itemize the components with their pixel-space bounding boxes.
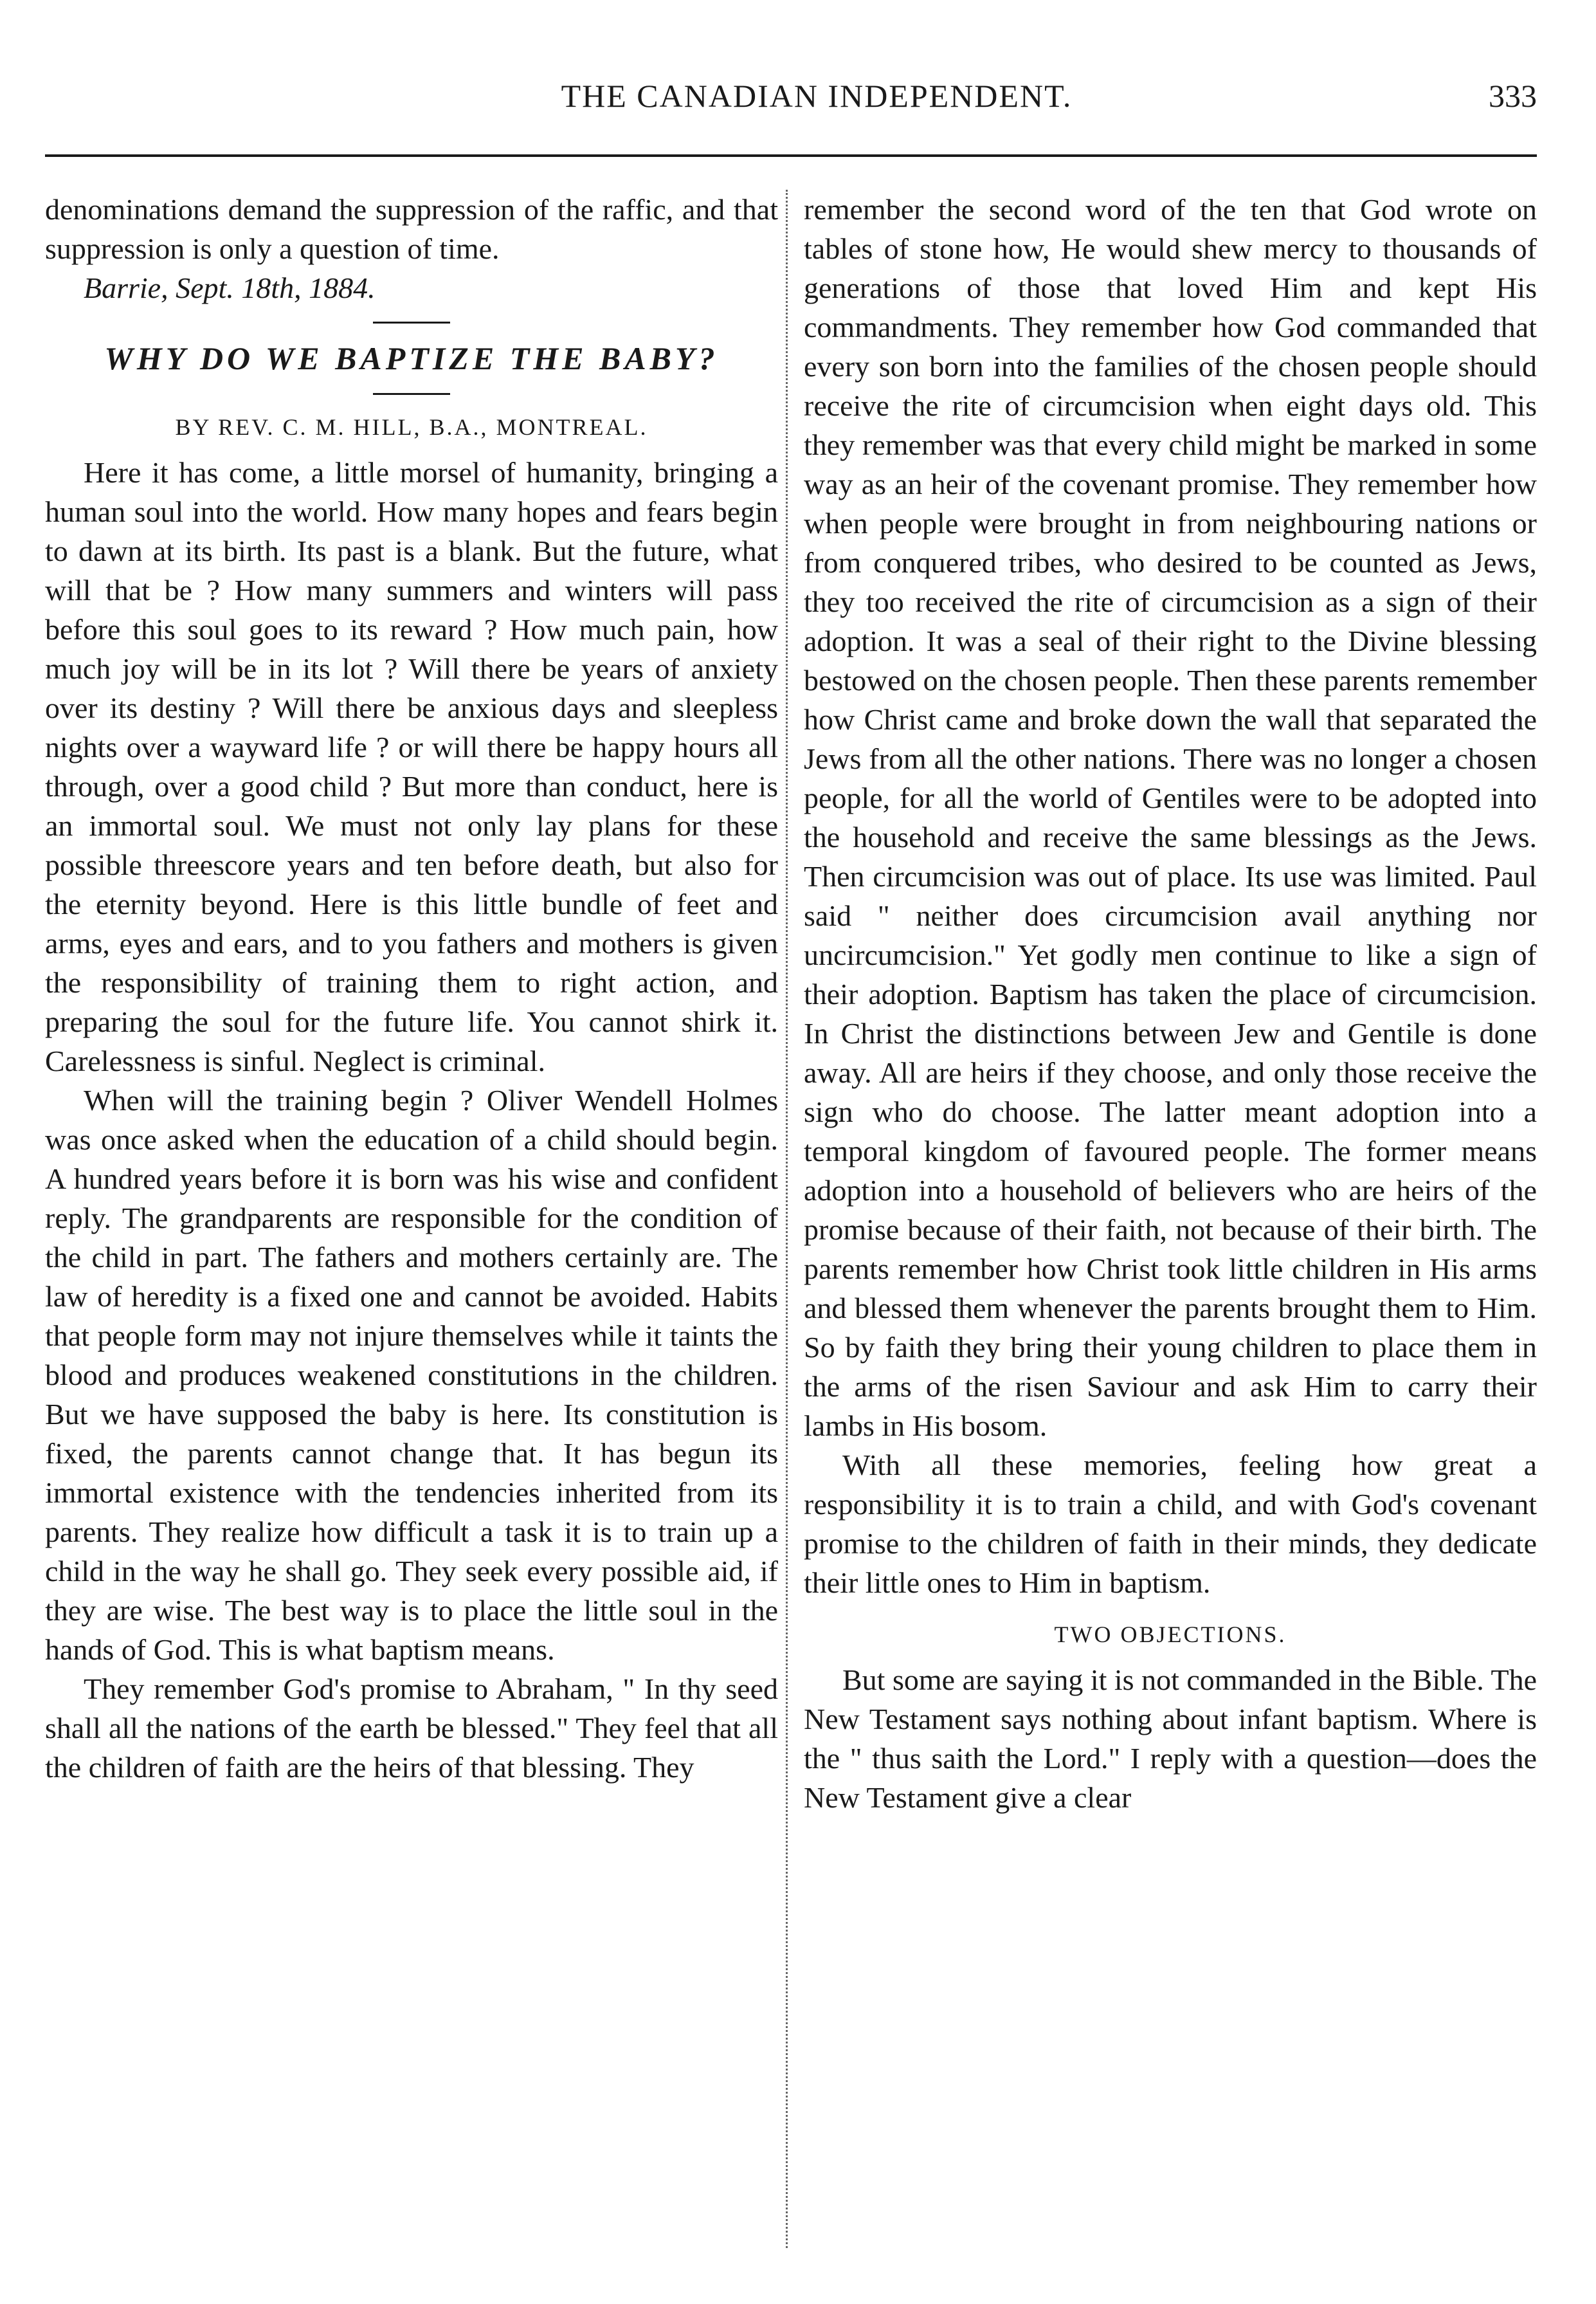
article-title: WHY DO WE BAPTIZE THE BABY? <box>104 340 719 376</box>
page-header <box>45 77 1537 135</box>
column-divider <box>786 190 788 2248</box>
page-number: 333 <box>1489 78 1537 114</box>
byline: BY REV. C. M. HILL, B.A., MONTREAL. <box>175 414 648 440</box>
section-subheading: TWO OBJECTIONS. <box>1054 1622 1287 1647</box>
article-paragraph: With all these memories, feeling how great a responsibility it is to train a child, and with God's covenant promise to the children of faith in their minds, they dedicate their little ones to Him in baptism. <box>804 1449 1537 1599</box>
left-column <box>45 190 778 2258</box>
running-title: THE CANADIAN INDEPENDENT. <box>561 78 1073 114</box>
article-paragraph: They remember God's promise to Abraham, " In thy seed shall all the nations of the earth be blessed." They feel that all the children of faith are the heirs of that blessing. They <box>45 1672 778 1784</box>
article-paragraph: When will the training begin ? Oliver Wendell Holmes was once asked when the education of a child should begin. A hundred years before it is born was his wise and confident reply. The grandparents are responsible for the condition of the child in part. The fathers and mothers certainly are. The law of heredity is a fixed one and cannot be avoided. Habits that people form may not injure themselves while it taints the blood and produces weakened constitutions in the children. But we have supposed the baby is here. Its constitution is fixed, the parents cannot change that. It has begun its immortal existence with the tendencies inherited from its parents. They realize how difficult a task it is to train up a child in the way he shall go. They seek every possible aid, if they are wise. The best way is to place the little soul in the hands of God. This is what baptism means. <box>45 1084 778 1666</box>
right-column <box>804 190 1537 2258</box>
article-paragraph: Here it has come, a little morsel of humanity, bringing a human soul into the world. How many hopes and fears begin to dawn at its birth. Its past is a blank. But the future, what will that be ? How many summers and winters will pass before this soul goes to its reward ? How much pain, how much joy will be in its lot ? Will there be years of anxiety over its destiny ? Will there be anxious days and sleepless nights over a wayward life ? or will there be happy hours all through, over a good child ? But more than conduct, here is an immortal soul. We must not only lay plans for these possible threescore years and ten before death, but also for the eternity beyond. Here is this little bundle of feet and arms, eyes and ears, and to you fathers and mothers is given the responsibility of training them to right action, and preparing the soul for the future life. You cannot shirk it. Carelessness is sinful. Neglect is criminal. <box>45 456 778 1077</box>
dateline: Barrie, Sept. 18th, 1884. <box>84 271 376 304</box>
title-rule <box>373 393 450 395</box>
header-rule <box>45 154 1537 157</box>
article-paragraph: But some are saying it is not commanded in the Bible. The New Testament says nothing about infant baptism. Where is the " thus saith the Lord." I reply with a question—does the New Testament give a clear <box>804 1663 1537 1814</box>
continuation-paragraph: denominations demand the suppression of the raffic, and that suppression is only a question of time. <box>45 193 778 265</box>
separator-rule <box>373 322 450 324</box>
article-paragraph: remember the second word of the ten that God wrote on tables of stone how, He would shew mercy to thousands of generations of those that loved Him and kept His commandments. They remember how God commanded that every son born into the families of the chosen people should receive the rite of circumcision when eight days old. This they remember was that every child might be marked in some way as an heir of the covenant promise. They remember how when people were brought in from neighbouring nations or from conquered tribes, who desired to be counted as Jews, they too received the rite of circumcision as a sign of their adoption. It was a seal of their right to the Divine blessing bestowed on the chosen people. Then these parents remember how Christ came and broke down the wall that separated the Jews from all the other nations. There was no longer a chosen people, for all the world of Gentiles were to be adopted into the household and receive the same blessings as the Jews. Then circumcision was out of place. Its use was limited. Paul said " neither does circumcision avail anything nor uncircumcision." Yet godly men continue to like a sign of their adoption. Baptism has taken the place of circumcision. In Christ the distinctions between Jew and Gentile is done away. All are heirs if they choose, and only those receive the sign who do choose. The latter meant adoption into a temporal kingdom of favoured people. The former means adoption into a household of believers who are heirs of the promise because of their faith, not because of their birth. The parents remember how Christ took little children in His arms and blessed them whenever the parents brought them to Him. So by faith they bring their young children to place them in the arms of the risen Saviour and ask Him to carry their lambs in His bosom. <box>804 193 1537 1442</box>
